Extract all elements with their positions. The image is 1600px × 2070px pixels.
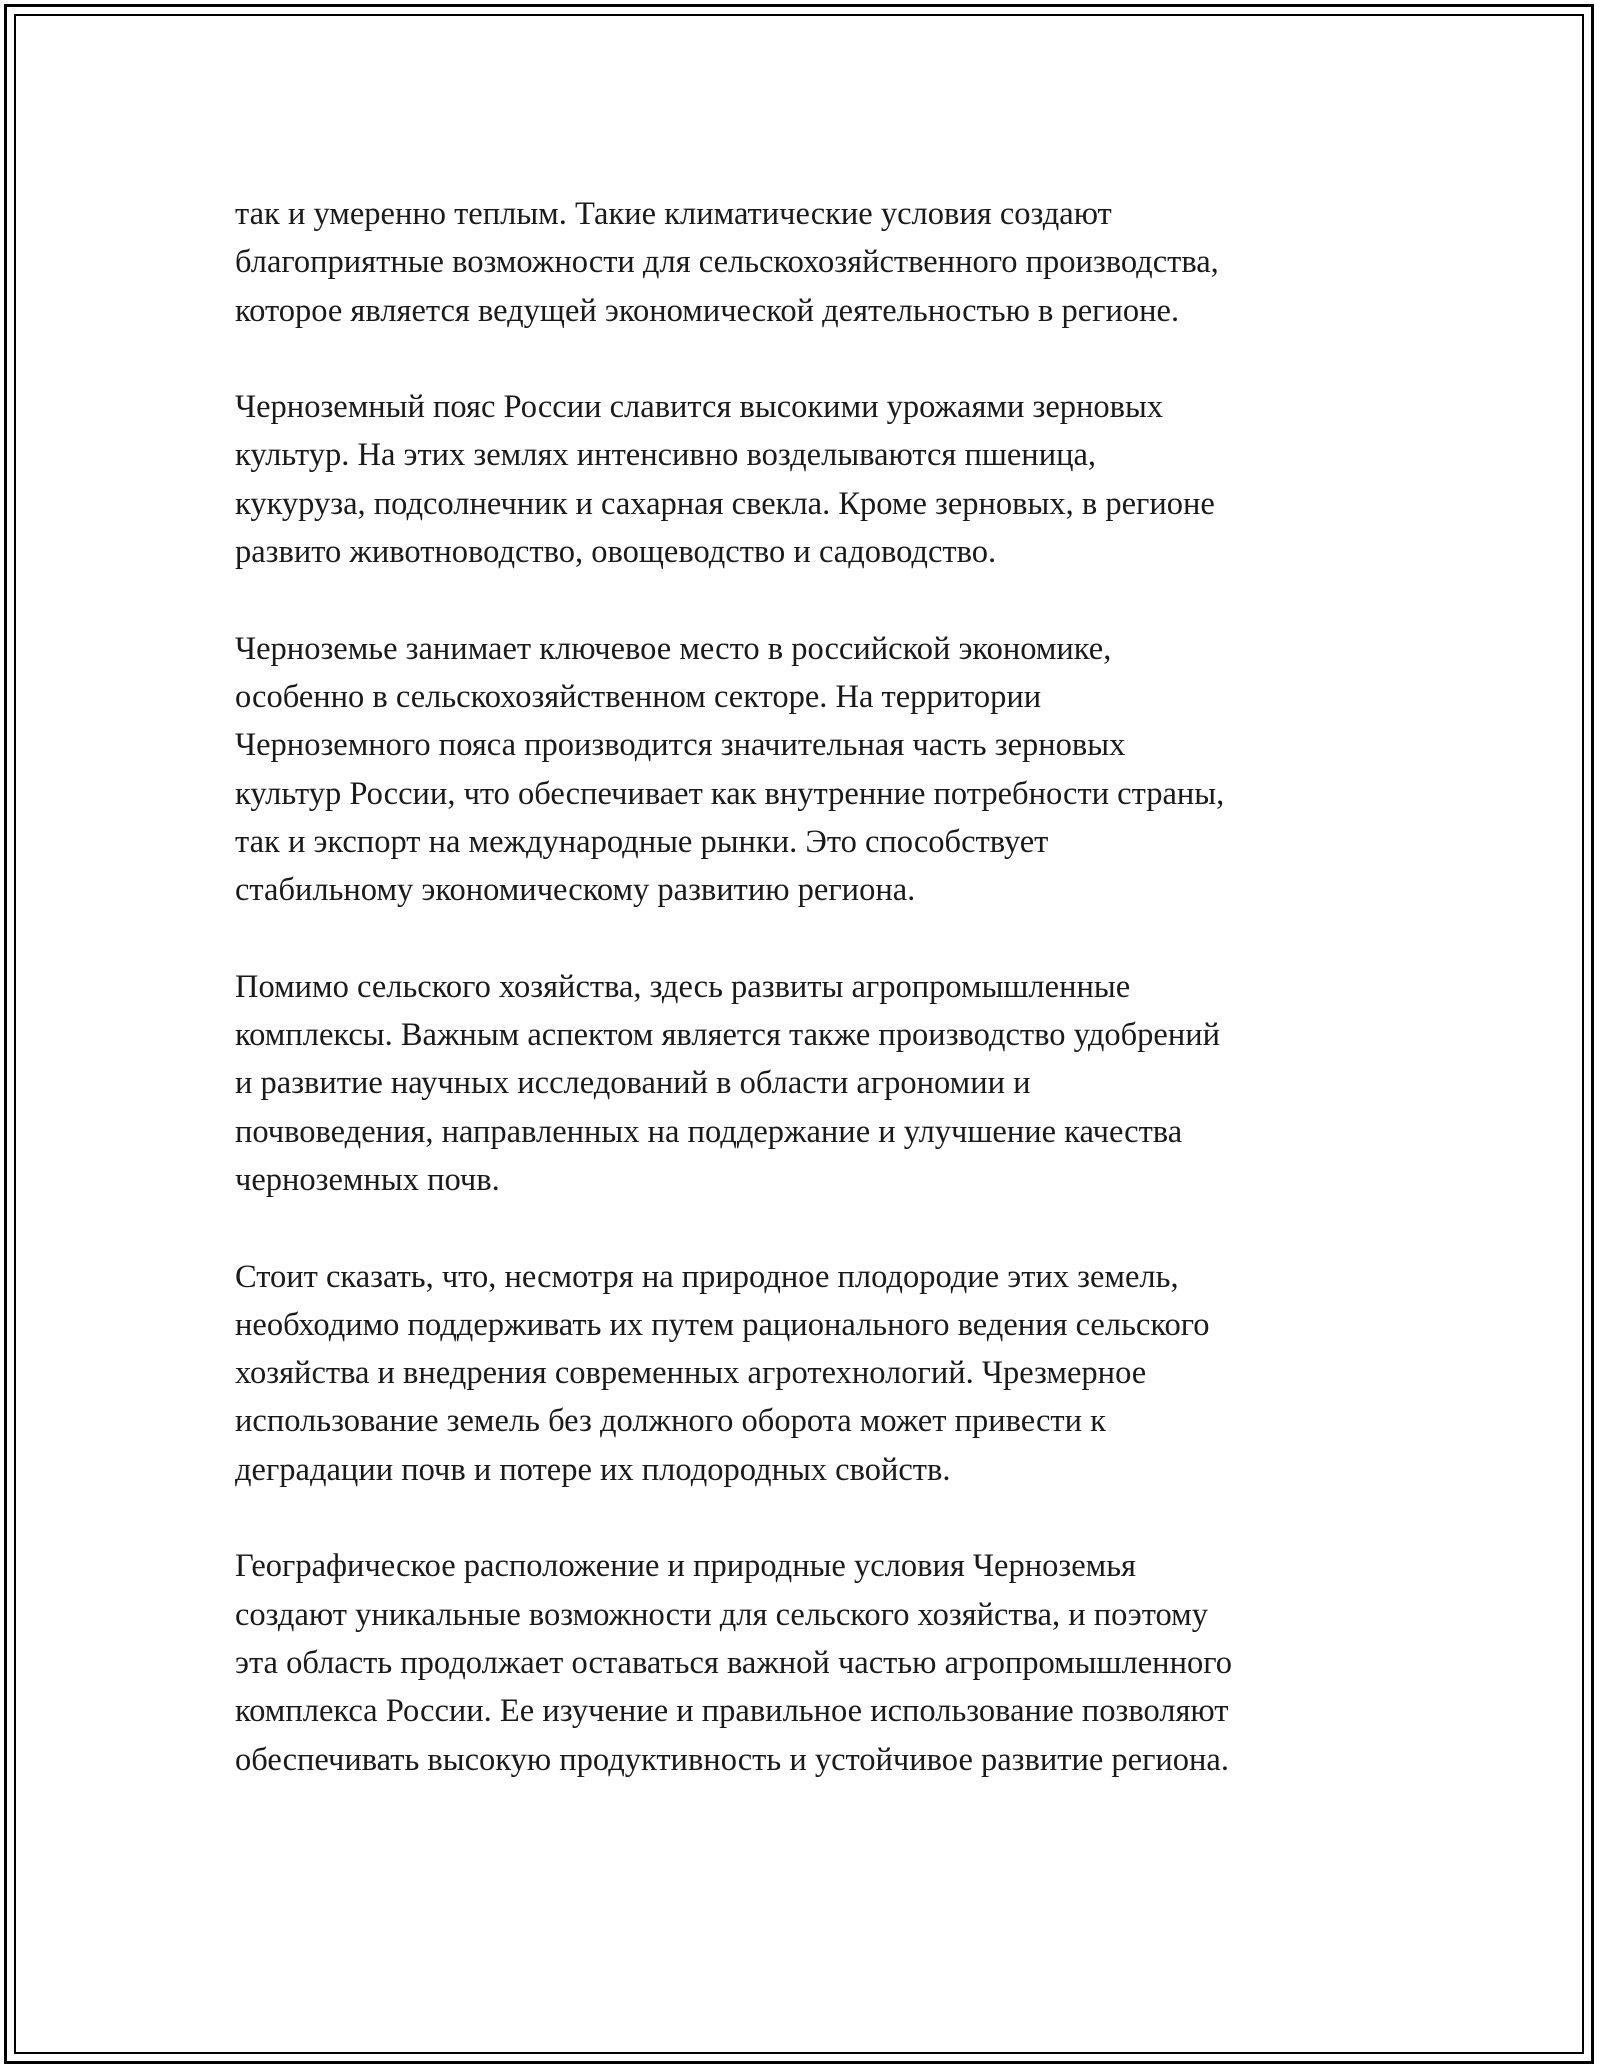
- paragraph-2: Черноземный пояс России славится высокими урожаями зерновых культур. На этих землях интенсивно возделываются пшеница, кукуруза, подсолнечник и сахарная свекла. Кроме зерновых, в регионе развито животноводство, овощеводство и садоводство.: [235, 389, 1215, 571]
- paragraph-1: так и умеренно теплым. Такие климатические условия создают благоприятные возможности для сельскохозяйственного производства, которое является ведущей экономической деятельностью в регионе.: [235, 196, 1219, 329]
- paragraph-3: Черноземье занимает ключевое место в российской экономике, особенно в сельскохозяйственном секторе. На территории Черноземного пояса производится значительная часть зерновых культур России, что обеспечивает как внутренние потребности страны, так и экспорт на международные рынки. Это способствует стабильному экономическому развитию региона.: [235, 630, 1225, 909]
- paragraph-6: Географическое расположение и природные условия Черноземья создают уникальные возможности для сельского хозяйства, и поэтому эта область продолжает оставаться важной частью агропромышленного комплекса России. Ее изучение и правильное использование позволяют обеспечивать высокую продуктивность и устойчивое развитие региона.: [235, 1548, 1232, 1778]
- document-body: [235, 190, 1380, 1832]
- paragraph-5: Стоит сказать, что, несмотря на природное плодородие этих земель, необходимо поддерживать их путем рационального ведения сельского хозяйства и внедрения современных агротехнологий. Чрезмерное использование земель без должного оборота может привести к деградации почв и потере их плодородных свойств.: [235, 1258, 1210, 1488]
- paragraph-4: Помимо сельского хозяйства, здесь развиты агропромышленные комплексы. Важным аспектом является также производство удобрений и развитие научных исследований в области агрономии и почвоведения, направленных на поддержание и улучшение качества черноземных почв.: [235, 968, 1221, 1198]
